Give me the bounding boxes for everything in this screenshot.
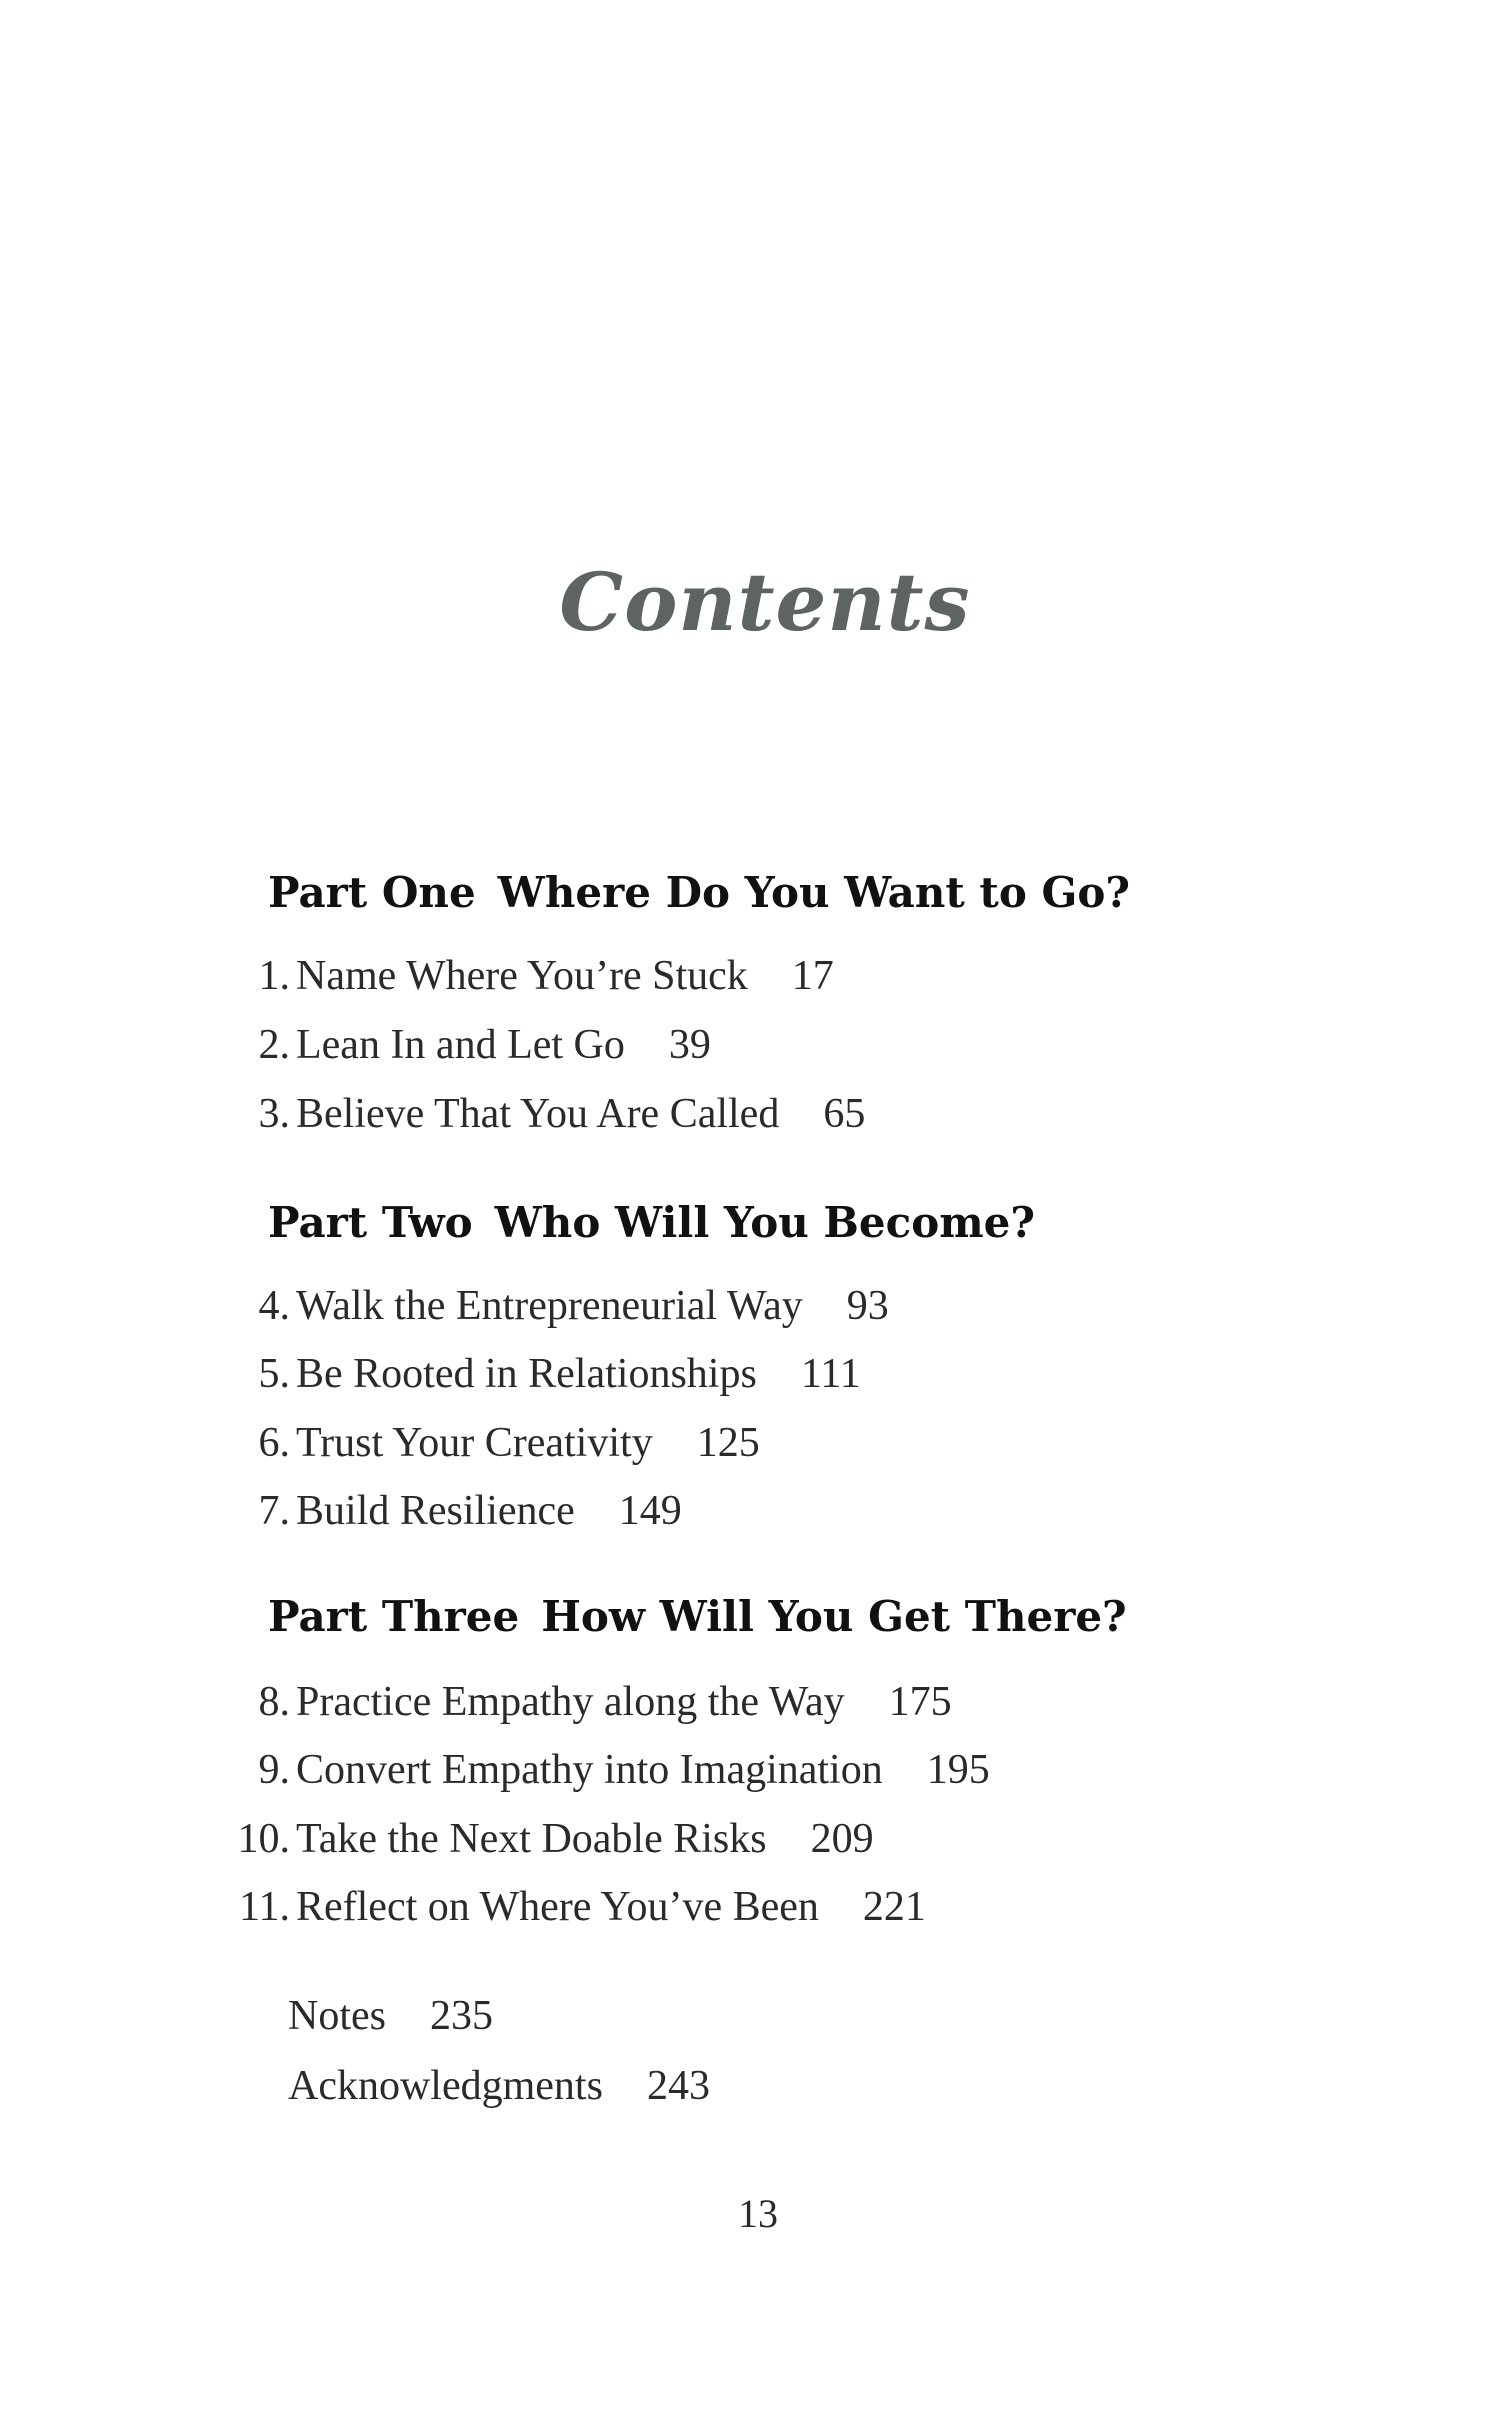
chapter-number: 9.	[258, 1747, 290, 1793]
chapter-number: 1.	[258, 953, 290, 999]
part-heading-one	[268, 868, 1130, 917]
chapter-number: 10.	[237, 1816, 290, 1862]
toc-entry[interactable]	[258, 1419, 760, 1467]
chapter-title: Be Rooted in Relationships	[296, 1351, 757, 1397]
toc-entry[interactable]	[237, 1815, 874, 1863]
toc-entry[interactable]	[258, 1021, 711, 1069]
page-number: 243	[646, 2063, 710, 2109]
page-number: 125	[696, 1420, 760, 1466]
page-number: 235	[430, 1993, 493, 2039]
page-number: 195	[926, 1747, 990, 1793]
chapter-number: 2.	[258, 1022, 290, 1068]
backmatter-entry-acknowledgments[interactable]	[288, 2062, 710, 2110]
toc-entry[interactable]	[258, 1746, 990, 1794]
chapter-number: 3.	[258, 1091, 290, 1137]
toc-entry[interactable]	[239, 1883, 926, 1931]
toc-entry[interactable]	[258, 1487, 682, 1535]
chapter-title: Trust Your Creativity	[296, 1420, 653, 1466]
part-title: Who Will You Become?	[494, 1198, 1035, 1247]
page-number: 39	[668, 1022, 711, 1068]
page-number: 209	[810, 1816, 874, 1862]
chapter-number: 7.	[258, 1488, 290, 1534]
chapter-title: Convert Empathy into Imagination	[296, 1747, 883, 1793]
chapter-number: 5.	[258, 1351, 290, 1397]
part-label: Part Two	[268, 1198, 473, 1247]
chapter-title: Name Where You’re Stuck	[296, 953, 748, 999]
page-number: 17	[791, 953, 834, 999]
chapter-title: Practice Empathy along the Way	[296, 1679, 845, 1725]
page-number: 65	[823, 1091, 866, 1137]
toc-entry[interactable]	[258, 1678, 952, 1726]
part-label: Part Three	[268, 1592, 520, 1641]
part-heading-two	[268, 1198, 1035, 1247]
page-number: 111	[800, 1351, 861, 1397]
chapter-number: 6.	[258, 1420, 290, 1466]
toc-entry[interactable]	[258, 952, 834, 1000]
chapter-number: 4.	[258, 1283, 290, 1329]
part-heading-three	[268, 1592, 1127, 1641]
toc-entry[interactable]	[258, 1090, 866, 1138]
chapter-title: Believe That You Are Called	[296, 1091, 780, 1137]
page-title: Contents	[559, 555, 971, 649]
page-number: 175	[888, 1679, 952, 1725]
part-title: How Will You Get There?	[541, 1592, 1127, 1641]
chapter-title: Lean In and Let Go	[296, 1022, 625, 1068]
toc-entry[interactable]	[258, 1350, 861, 1398]
backmatter-entry-notes[interactable]	[288, 1992, 493, 2040]
chapter-title: Reflect on Where You’ve Been	[296, 1884, 819, 1930]
page-number: 221	[862, 1884, 926, 1930]
part-label: Part One	[268, 868, 476, 917]
chapter-title: Take the Next Doable Risks	[296, 1816, 767, 1862]
part-title: Where Do You Want to Go?	[497, 868, 1130, 917]
backmatter-title: Acknowledgments	[288, 2063, 603, 2109]
toc-entry[interactable]	[258, 1282, 889, 1330]
chapter-title: Build Resilience	[296, 1488, 575, 1534]
page-number: 93	[846, 1283, 889, 1329]
backmatter-title: Notes	[288, 1993, 386, 2039]
chapter-title: Walk the Entrepreneurial Way	[296, 1283, 803, 1329]
chapter-number: 8.	[258, 1679, 290, 1725]
folio-page-number: 13	[738, 2191, 778, 2236]
page-number: 149	[618, 1488, 682, 1534]
chapter-number: 11.	[239, 1884, 290, 1930]
